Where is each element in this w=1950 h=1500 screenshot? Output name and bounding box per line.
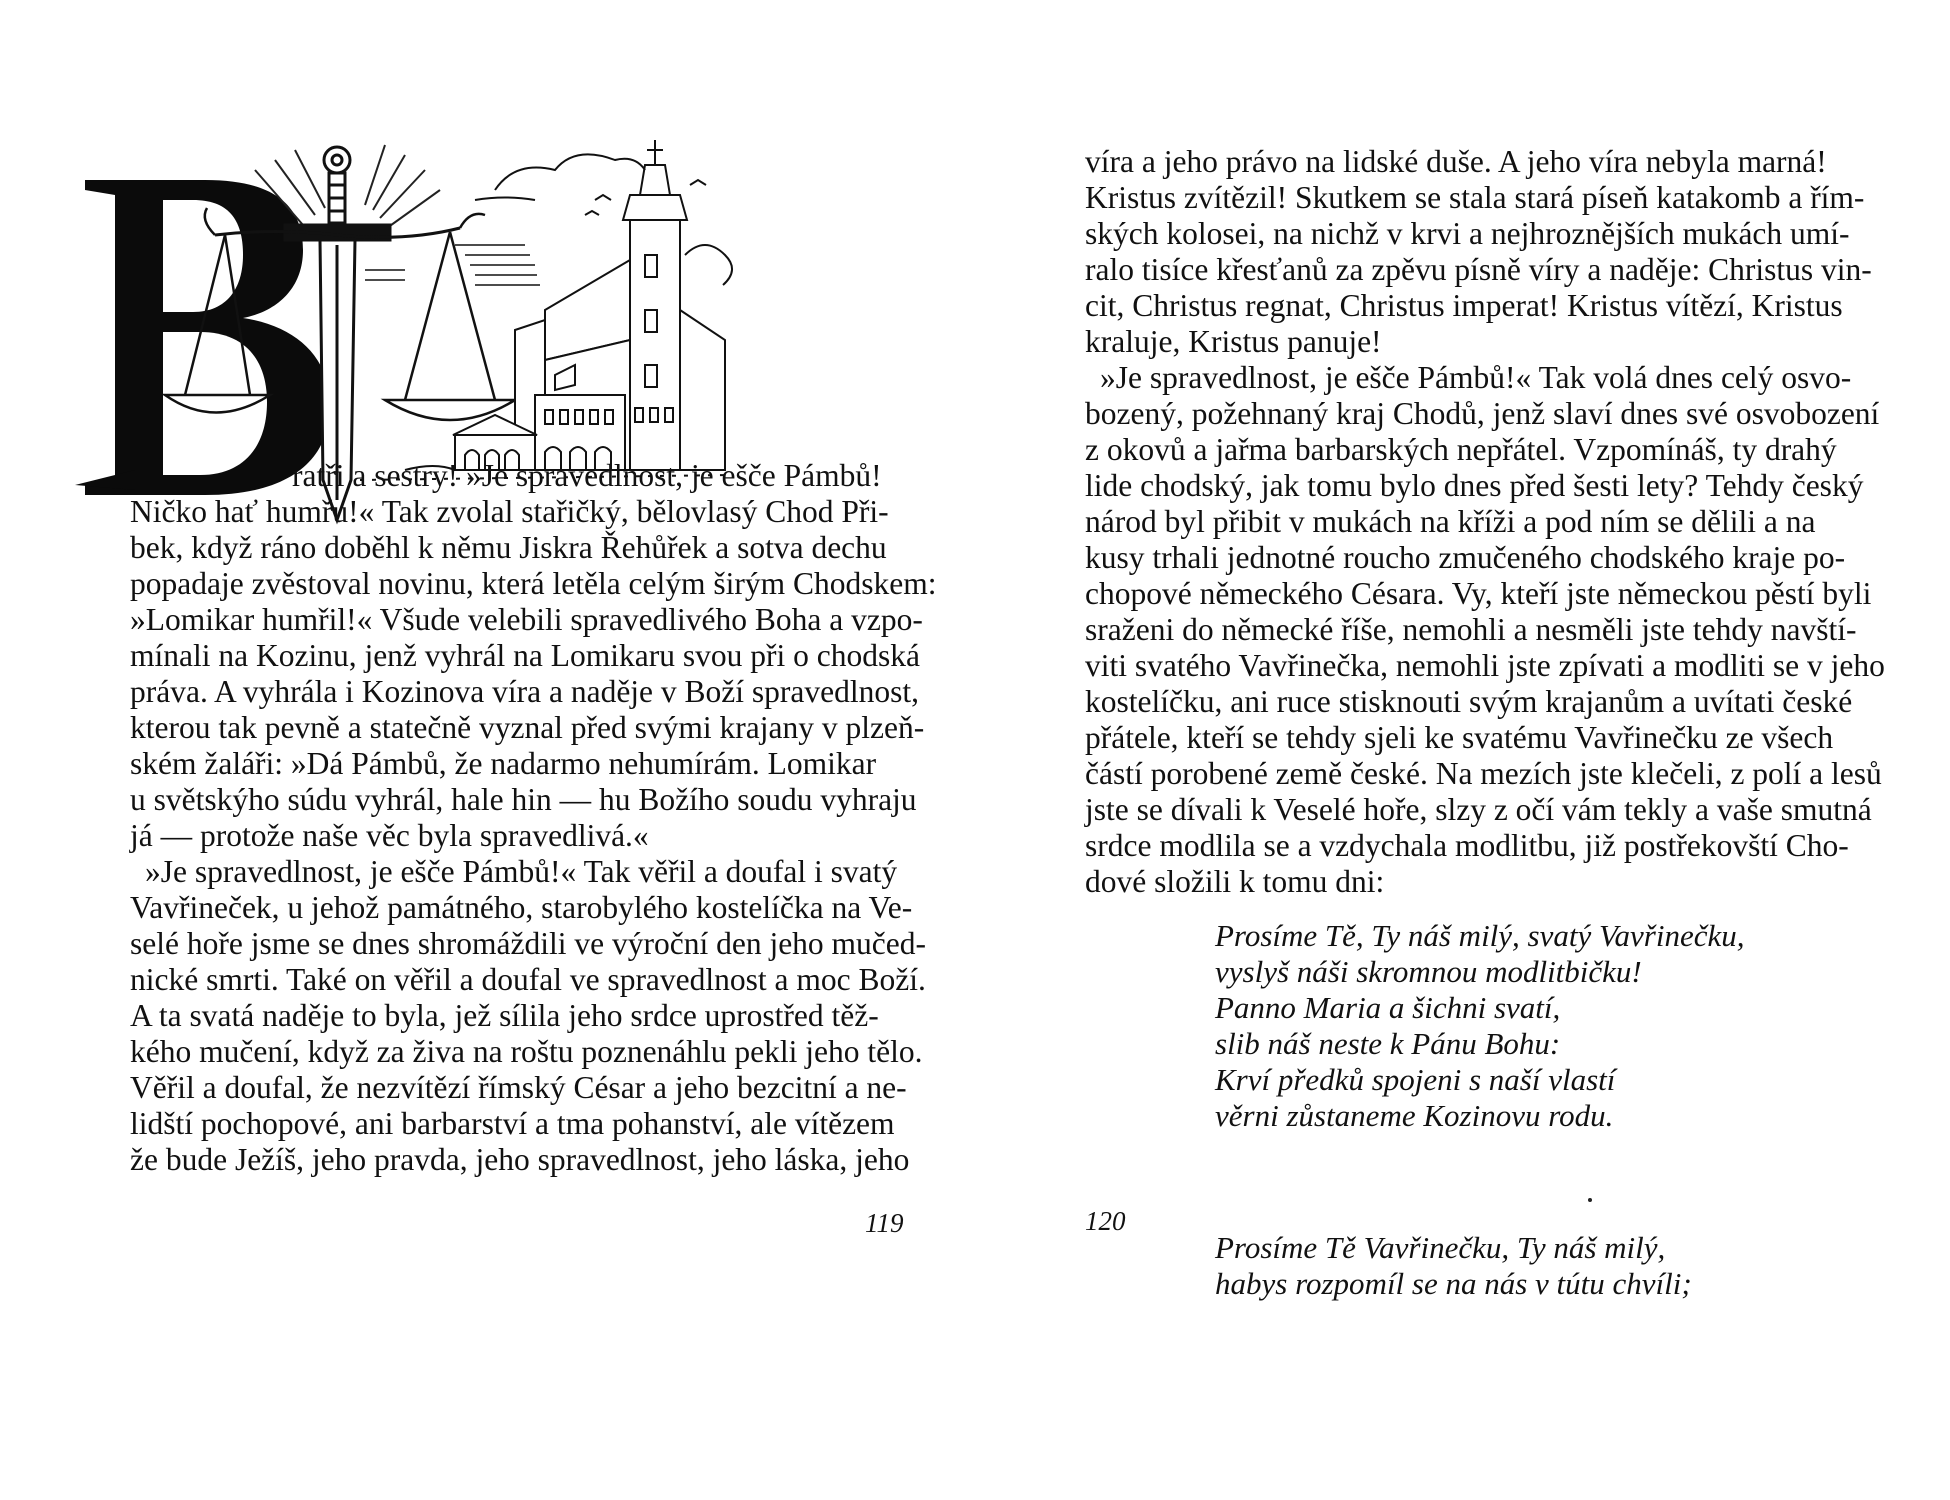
- text-line: z okovů a jařma barbarských nepřátel. Vzpomínáš, ty drahý: [1085, 432, 1837, 467]
- text-line: národ byl přibit v mukách na kříži a pod ním se dělili a na: [1085, 504, 1816, 539]
- text-line: sraženi do německé říše, nemohli a nesměli jste tehdy navští-: [1085, 612, 1857, 647]
- text-line: viti svatého Vavřinečka, nemohli jste zpívati a modliti se v jeho: [1085, 648, 1885, 683]
- text-line: Vavřineček, u jehož památného, starobylého kostelíčka na Ve-: [130, 890, 913, 925]
- text-line: přátele, kteří se tehdy sjeli ke svatému Vavřinečku ze všech: [1085, 720, 1834, 755]
- poem-line: vyslyš náši skromnou modlitbičku!: [1215, 954, 1642, 989]
- text-line: jste se dívali k Veselé hoře, slzy z očí vám tekly a vaše smutná: [1085, 792, 1872, 827]
- poem-line: habys rozpomíl se na nás v tútu chvíli;: [1215, 1266, 1692, 1301]
- text-line: ských kolosei, na nichž v krvi a nejhroznějších mukách umí-: [1085, 216, 1850, 251]
- text-line: selé hoře jsme se dnes shromáždili ve výroční den jeho mučed-: [130, 926, 927, 961]
- poem-line: Prosíme Tě Vavřinečku, Ty náš milý,: [1215, 1230, 1666, 1265]
- text-line: u světskýho súdu vyhrál, hale hin — hu Božího soudu vyhraju: [130, 782, 917, 817]
- text-line: »Lomikar humřil!« Všude velebili spravedlivého Boha a vzpo-: [130, 602, 923, 637]
- page-number: 119: [865, 1208, 904, 1238]
- page-number: 120: [1085, 1206, 1126, 1236]
- text-line: lide chodský, jak tomu bylo dnes před šesti lety? Tehdy český: [1085, 468, 1864, 503]
- text-line: bozený, požehnaný kraj Chodů, jenž slaví dnes své osvobození: [1085, 396, 1880, 431]
- text-line: že bude Ježíš, jeho pravda, jeho spravedlnost, jeho láska, jeho: [130, 1142, 910, 1177]
- poem-line: slib náš neste k Pánu Bohu:: [1215, 1026, 1561, 1061]
- text-line: A ta svatá naděje to byla, jež sílila jeho srdce uprostřed těž-: [130, 998, 879, 1033]
- text-line: srdce modlila se a vzdychala modlitbu, již postřekovští Cho-: [1085, 828, 1849, 863]
- text-line: Ničko hať humřu!« Tak zvolal stařičký, bělovlasý Chod Při-: [130, 494, 889, 529]
- text-line: ském žaláři: »Dá Pámbů, že nadarmo nehumírám. Lomikar: [130, 746, 877, 781]
- text-line: ralo tisíce křesťanů za zpěvu písně víry a naděje: Christus vin-: [1085, 252, 1872, 287]
- sky-hatching: [365, 245, 540, 285]
- text-line: částí porobené země české. Na mezích jste klečeli, z polí a lesů: [1085, 756, 1882, 791]
- text-line: já — protože naše věc byla spravedlivá.«: [130, 818, 649, 853]
- text-line: kého mučení, když za živa na roštu poznenáhlu pekli jeho tělo.: [130, 1034, 923, 1069]
- text-line: kterou tak pevně a statečně vyznal před svými krajany v plzeň-: [130, 710, 925, 745]
- text-line: bek, když ráno doběhl k němu Jiskra Řehůřek a sotva dechu: [130, 530, 887, 565]
- house-windows: [545, 408, 673, 424]
- text-line: chopové německého Césara. Vy, kteří jste německou pěstí byli: [1085, 576, 1872, 611]
- poem-line: Prosíme Tě, Ty náš milý, svatý Vavřinečku,: [1215, 918, 1745, 953]
- text-line: mínali na Kozinu, jenž vyhrál na Lomikaru svou při o chodská: [130, 638, 920, 673]
- text-line: kraluje, Kristus panuje!: [1085, 324, 1382, 359]
- text-line: »Je spravedlnost, je ešče Pámbů!« Tak volá dnes celý osvo-: [1100, 360, 1852, 395]
- text-line: kusy trhali jednotné roucho zmučeného chodského kraje po-: [1085, 540, 1846, 575]
- poem-line: Krví předků spojeni s naší vlastí: [1215, 1062, 1616, 1097]
- text-line: ratři a sestry! »Je spravedlnost, je ešče Pámbů!: [292, 458, 882, 493]
- text-line: víra a jeho právo na lidské duše. A jeho víra nebyla marná!: [1085, 144, 1827, 179]
- text-line: Kristus zvítězil! Skutkem se stala stará píseň katakomb a řím-: [1085, 180, 1865, 215]
- town-skyline: [360, 140, 732, 480]
- text-line: kostelíčku, ani ruce stisknouti svým krajanům a uvítati české: [1085, 684, 1853, 719]
- text-line: Věřil a doufal, že nezvítězí římský César a jeho bezcitní a ne-: [130, 1070, 907, 1105]
- text-line: dové složili k tomu dni:: [1085, 864, 1385, 899]
- text-line: »Je spravedlnost, je ešče Pámbů!« Tak věřil a doufal i svatý: [145, 854, 898, 889]
- text-line: nické smrti. Také on věřil a doufal ve spravedlnost a moc Boží.: [130, 962, 926, 997]
- text-line: práva. A vyhrála i Kozinova víra a naděje v Boží spravedlnost,: [130, 674, 920, 709]
- text-line: popadaje zvěstoval novinu, která letěla celým širým Chodskem:: [130, 566, 937, 601]
- stanza-separator-dot: [1588, 1198, 1592, 1202]
- poem-line: věrni zůstaneme Kozinovu rodu.: [1215, 1098, 1614, 1133]
- text-line: lidští pochopové, ani barbarství a tma pohanství, ale vítězem: [130, 1106, 895, 1141]
- poem-line: Panno Maria a šichni svatí,: [1215, 990, 1561, 1025]
- text-line: cit, Christus regnat, Christus imperat! Kristus vítězí, Kristus: [1085, 288, 1843, 323]
